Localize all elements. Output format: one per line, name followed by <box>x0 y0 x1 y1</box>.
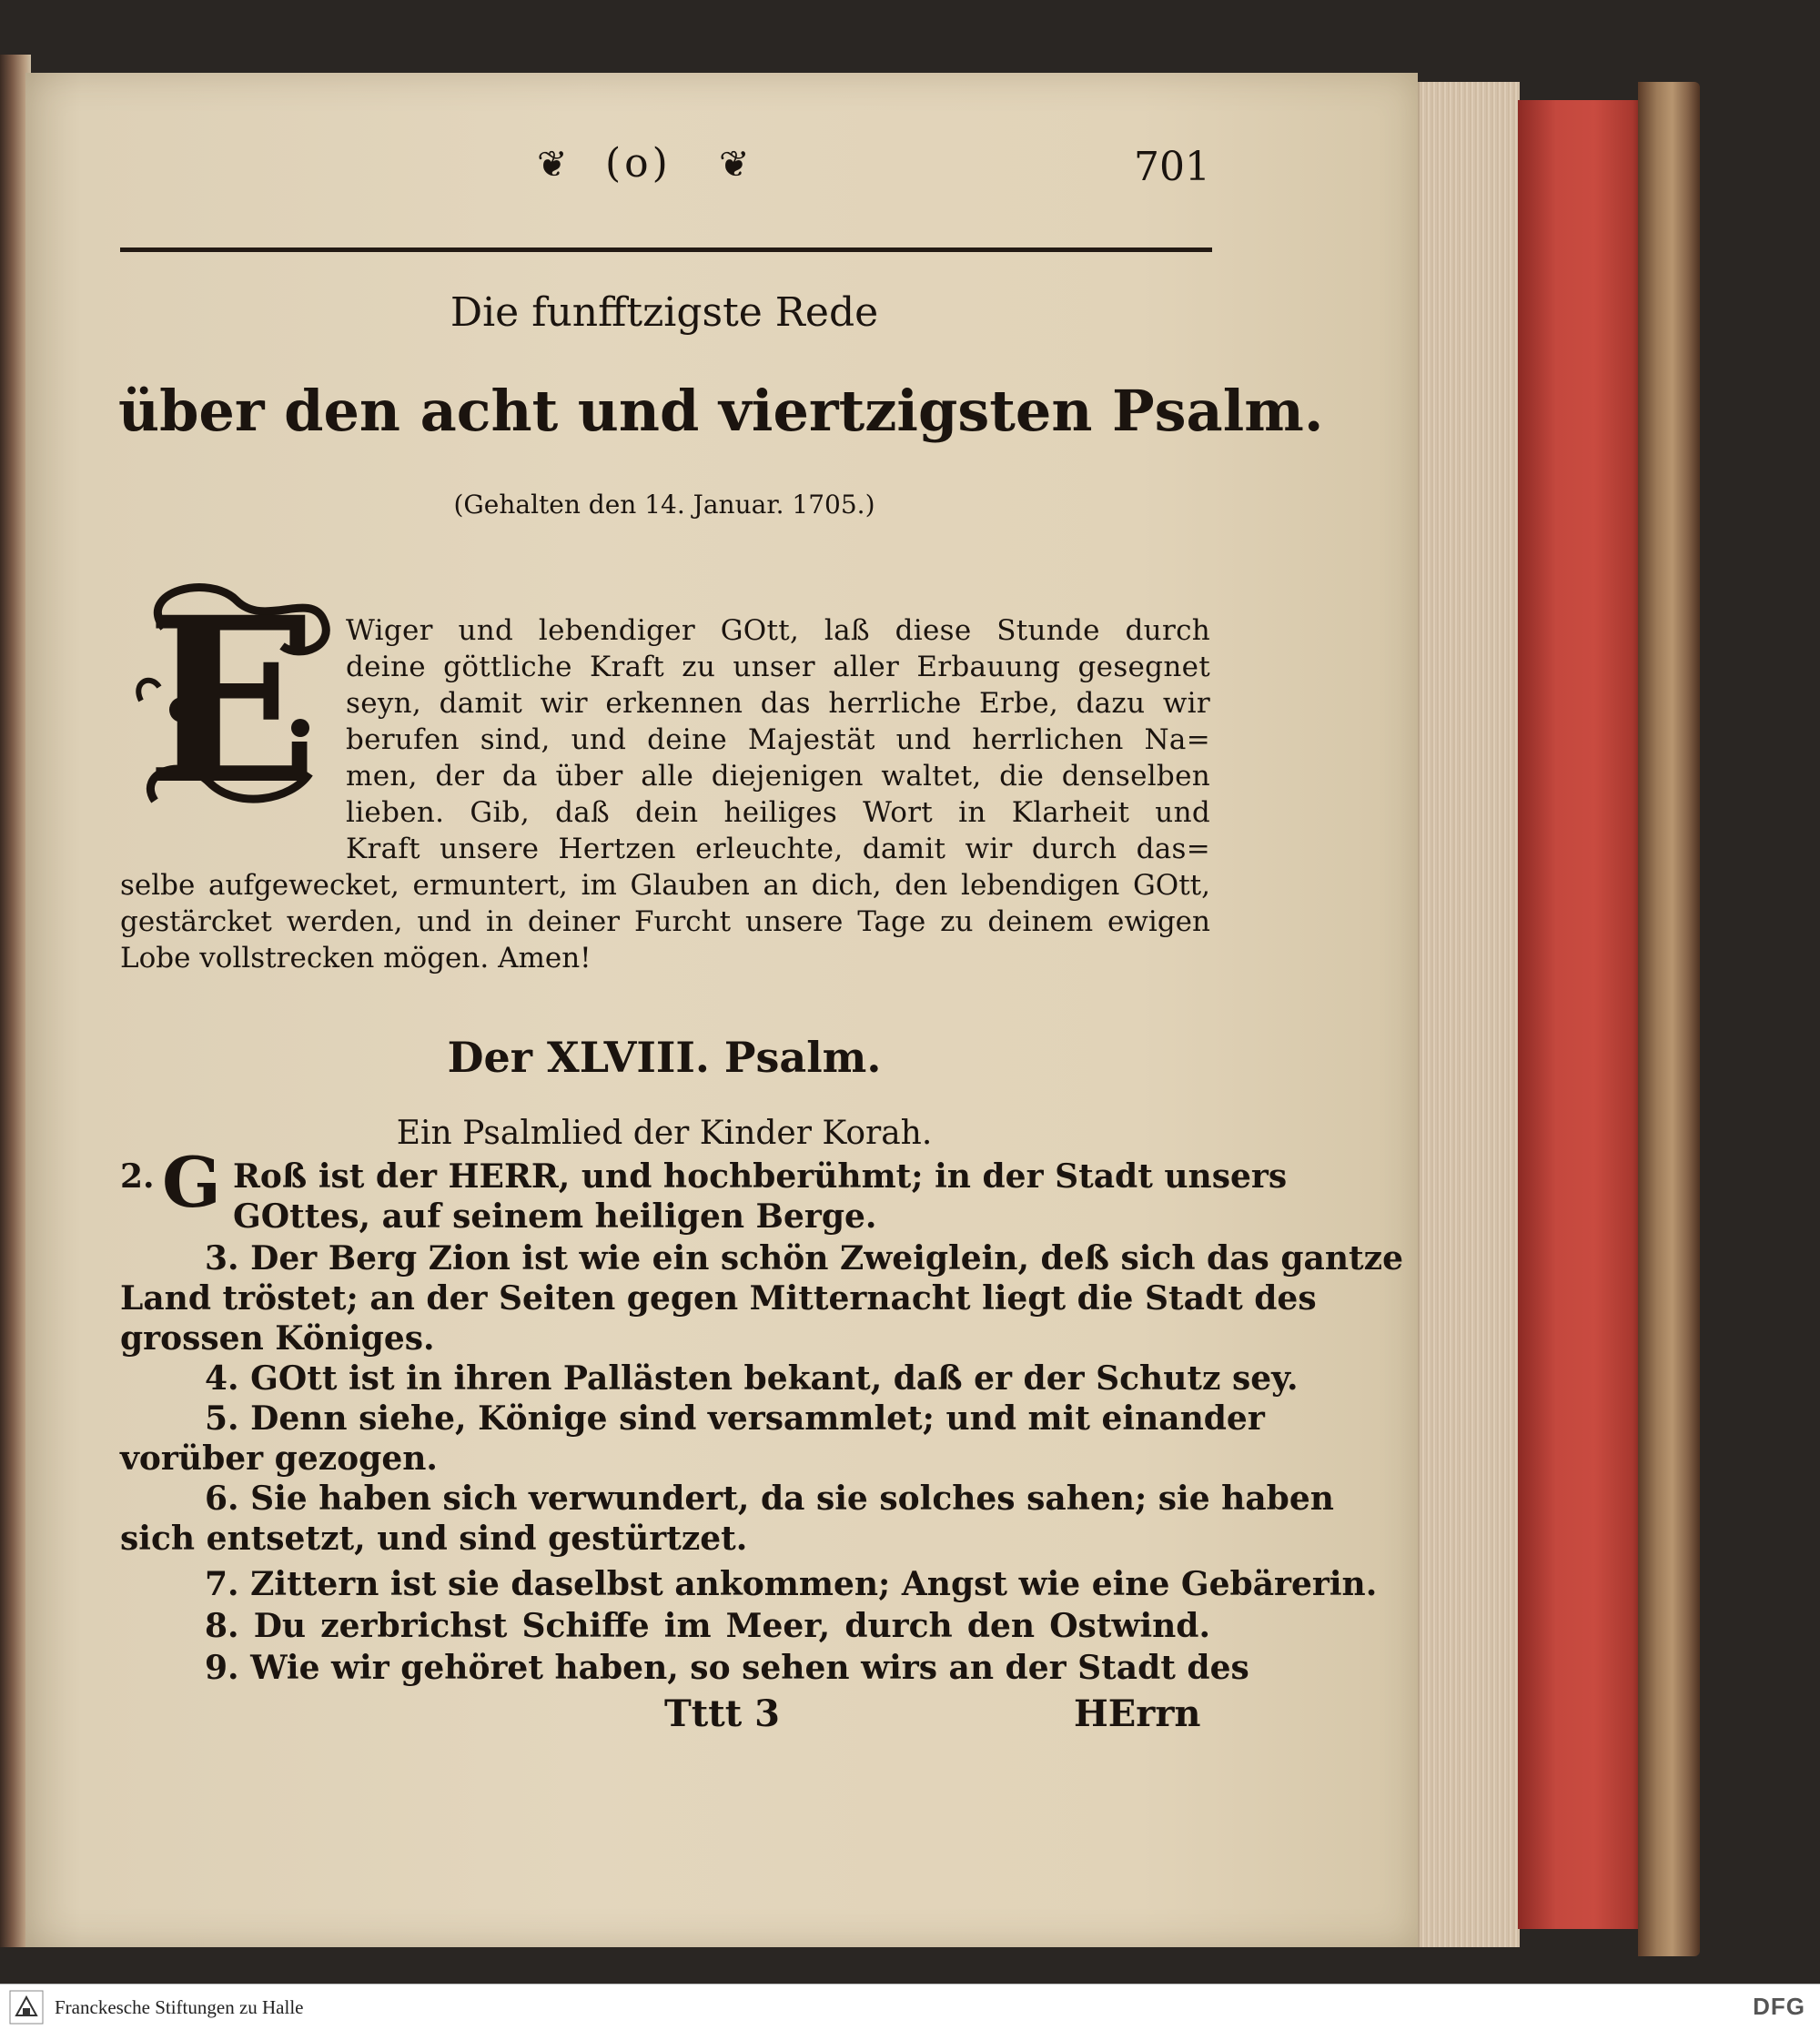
verse-line: Roß ist der HERR, und hochberühmt; in der Stadt unsers <box>233 1157 1288 1196</box>
header-sigil: (o) <box>605 140 672 187</box>
fleuron-right-icon: ❦ <box>719 144 750 186</box>
verse-line: 3. Der Berg Zion ist wie ein schön Zweiglein, deß sich das gantze <box>205 1239 1403 1278</box>
page-number: 701 <box>1134 144 1210 190</box>
signature-mark: Tttt 3 <box>664 1692 780 1735</box>
header-rule <box>120 247 1212 252</box>
verse-line: 7. Zittern ist sie daselbst ankommen; Angst wie eine Gebärerin. <box>205 1565 1378 1603</box>
verse-line: 5. Denn siehe, Könige sind versammlet; und mit einander <box>205 1399 1265 1438</box>
verse-line: vorüber gezogen. <box>120 1439 438 1478</box>
verse-line: 6. Sie haben sich verwundert, da sie solches sahen; sie haben <box>205 1480 1334 1518</box>
sermon-title: Die funfftzigste Rede <box>450 289 879 336</box>
prayer-line: selbe aufgewecket, ermuntert, im Glauben an dich, den lebendigen GOtt, <box>120 869 1210 902</box>
institution-logo-icon[interactable] <box>9 1990 44 2025</box>
red-page-edge <box>1518 100 1645 1929</box>
verse-line: grossen Königes. <box>120 1319 435 1358</box>
verse-line: sich entsetzt, und sind gestürtzet. <box>120 1520 748 1558</box>
prayer-line: Kraft unsere Hertzen erleuchte, damit wir durch das= <box>346 833 1210 865</box>
verse-line: GOttes, auf seinem heiligen Berge. <box>233 1197 877 1236</box>
fleuron-left-icon: ❦ <box>537 144 568 186</box>
institution-name[interactable]: Franckesche Stiftungen zu Halle <box>55 1996 304 2018</box>
sermon-psalm-title: über den acht und viertzigsten Psalm. <box>118 378 1324 444</box>
verse-line: Land tröstet; an der Seiten gegen Mitternacht liegt die Stadt des <box>120 1279 1317 1318</box>
book-cover <box>1638 82 1700 1956</box>
verse-line: 9. Wie wir gehöret haben, so sehen wirs an der Stadt des <box>205 1649 1249 1687</box>
verse-initial: G <box>162 1142 221 1223</box>
prayer-line: berufen sind, und deine Majestät und herrlichen Na= <box>346 723 1210 756</box>
prayer-line: gestärcket werden, und in deiner Furcht unsere Tage zu deinem ewigen <box>120 905 1210 938</box>
prayer-line: deine göttliche Kraft zu unser aller Erbauung gesegnet <box>346 651 1210 683</box>
prayer-line: Lobe vollstrecken mögen. Amen! <box>120 942 592 975</box>
psalm-heading: Der XLVIII. Psalm. <box>447 1033 882 1082</box>
verse-line: 4. GOtt ist in ihren Pallästen bekant, daß er der Schutz sey. <box>205 1359 1299 1398</box>
psalm-superscription: Ein Psalmlied der Kinder Korah. <box>396 1115 933 1152</box>
prayer-line: seyn, damit wir erkennen das herrliche Erbe, dazu wir <box>346 687 1210 720</box>
page-block <box>1418 82 1520 1947</box>
prayer-line: Wiger und lebendiger GOtt, laß diese Stunde durch <box>346 614 1210 647</box>
drop-cap: E <box>145 567 319 834</box>
verse-line: 8. Du zerbrichst Schiffe im Meer, durch den Ostwind. <box>205 1607 1210 1645</box>
running-head <box>118 140 1210 198</box>
dfg-logo[interactable]: DFG <box>1753 1993 1805 2020</box>
prayer-line: lieben. Gib, daß dein heiliges Wort in Klarheit und <box>346 796 1210 829</box>
prayer-line: men, der da über alle diejenigen waltet, die denselben <box>346 760 1210 793</box>
verse-number: 2. <box>120 1157 155 1196</box>
date-line: (Gehalten den 14. Januar. 1705.) <box>453 490 875 520</box>
catchword: HErrn <box>1074 1692 1201 1735</box>
viewer-footer <box>0 1984 1820 2030</box>
